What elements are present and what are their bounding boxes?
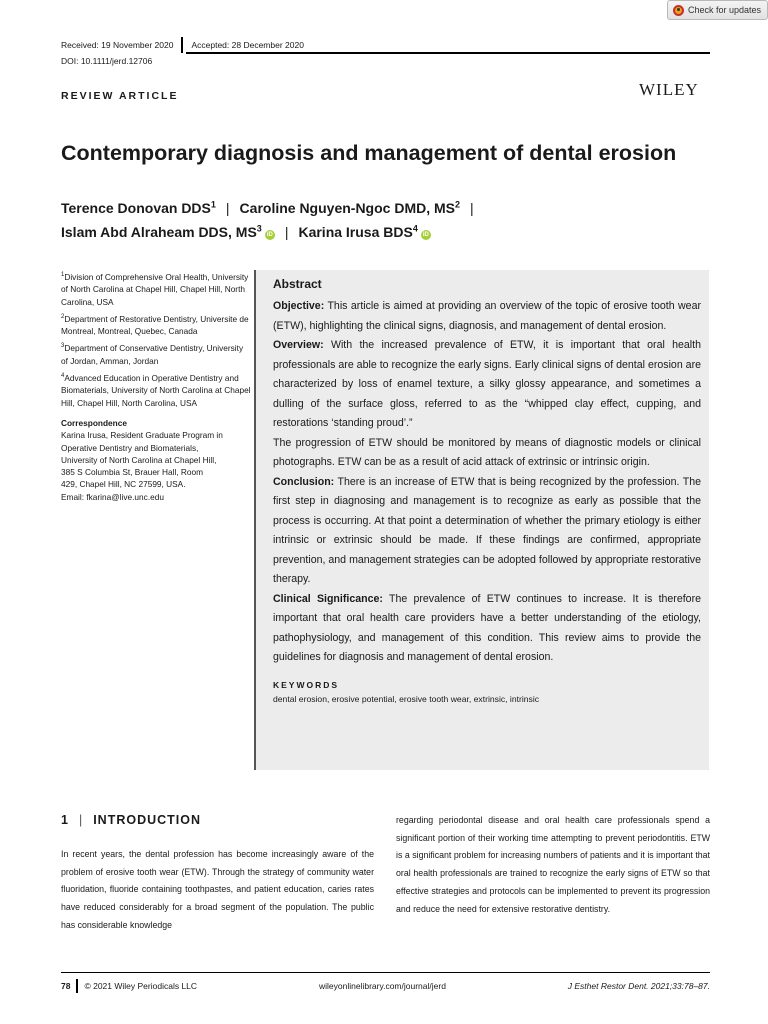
correspondence-line: Operative Dentistry and Biomaterials, bbox=[61, 442, 199, 453]
copyright: © 2021 Wiley Periodicals LLC bbox=[84, 981, 198, 991]
page-footer bbox=[61, 979, 710, 993]
check-for-updates-button[interactable] bbox=[667, 0, 768, 20]
keywords-list: dental erosion, erosive potential, erosive tooth wear, extrinsic, intrinsic bbox=[273, 693, 540, 704]
affiliations bbox=[61, 271, 251, 503]
abstract-progression: The progression of ETW should be monitored by means of diagnostic models or clinical photographs. ETW can be as a result of acid attack of extrinsic or intrinsic origin. bbox=[273, 436, 701, 468]
doi[interactable]: DOI: 10.1111/jerd.12706 bbox=[61, 56, 153, 66]
abstract-label: Objective: bbox=[273, 300, 325, 312]
affiliation-sup: 1 bbox=[61, 272, 65, 279]
check-for-updates-label: Check for updates bbox=[688, 5, 762, 15]
author-name[interactable]: Caroline Nguyen-Ngoc DMD, MS bbox=[239, 200, 456, 216]
affiliation-text: Division of Comprehensive Oral Health, University of North Carolina at Chapel Hill, Chapel Hill, North Carolina, USA bbox=[61, 272, 249, 307]
orcid-icon[interactable]: iD bbox=[422, 232, 429, 238]
author-line-2 bbox=[61, 220, 484, 244]
abstract-objective bbox=[273, 297, 701, 336]
correspondence-heading: Correspondence bbox=[61, 417, 127, 428]
article-type: REVIEW ARTICLE bbox=[61, 90, 179, 102]
affiliation-item bbox=[61, 372, 251, 409]
author-name[interactable]: Terence Donovan DDS bbox=[61, 200, 211, 216]
footer-divider bbox=[76, 979, 78, 993]
section-heading bbox=[61, 813, 201, 827]
author-name[interactable]: Islam Abd Alraheam DDS, MS bbox=[61, 224, 257, 240]
correspondence-line: Karina Irusa, Resident Graduate Program in bbox=[61, 430, 223, 441]
correspondence-line: 385 S Columbia St, Brauer Hall, Room bbox=[61, 467, 204, 478]
article-title: Contemporary diagnosis and management of dental erosion bbox=[61, 141, 677, 165]
author-affil-sup: 3 bbox=[256, 223, 262, 234]
correspondence-email[interactable]: Email: fkarina@live.unc.edu bbox=[61, 491, 164, 502]
affiliation-text: Department of Conservative Dentistry, University of Jordan, Amman, Jordan bbox=[61, 343, 244, 366]
keywords-heading: KEYWORDS bbox=[273, 679, 340, 690]
abstract-body bbox=[273, 297, 701, 668]
accepted-date: Accepted: 28 December 2020 bbox=[191, 40, 304, 50]
abstract-box bbox=[254, 270, 709, 770]
orcid-icon[interactable]: iD bbox=[266, 232, 273, 238]
abstract-text: There is an increase of ETW that is being recognized by the profession. The first step in diagnosing and management is to recognize as early as possible that the process is occurring. At that point a determination of whether the primary etiology is either intrinsic or extrinsic should be made. If these findings are confirmed, appropriate prevention, and management strategies can be adopted followed by appropriate restorative therapy. bbox=[273, 475, 701, 585]
abstract-significance bbox=[273, 590, 701, 668]
section-title: INTRODUCTION bbox=[93, 813, 202, 827]
author-separator: | bbox=[470, 200, 474, 216]
abstract-text: With the increased prevalence of ETW, it is important that oral health professionals are able to recognize the early signs. Early clinical signs of dental erosion are characterized by loss of enamel texture, a silky glossy appearance, and sometimes a dulling of the surface gloss, referred to as the “whipped clay effect, cupping, and restorations ‘standing proud’.” bbox=[273, 339, 701, 429]
body-column-right: regarding periodontal disease and oral health care professionals spend a significant portion of their working time attempting to prevent periodontitis. ETW is a significant problem for increasing numbers of patients and it is important that oral health professionals are trained to recognize the early signs of ETW so that effective strategies and protocols can be implemented to prevent its progression and reduce the need for extensive restorative dentistry. bbox=[396, 815, 710, 914]
received-date: Received: 19 November 2020 bbox=[61, 40, 174, 50]
journal-url[interactable]: wileyonlinelibrary.com/journal/jerd bbox=[319, 981, 446, 991]
abstract-heading: Abstract bbox=[273, 277, 322, 291]
correspondence-line: University of North Carolina at Chapel Hill, bbox=[61, 454, 217, 465]
affiliation-sup: 2 bbox=[61, 314, 65, 321]
citation: J Esthet Restor Dent. 2021;33:78–87. bbox=[567, 981, 710, 991]
author-separator: | bbox=[225, 200, 230, 216]
affiliation-sup: 4 bbox=[61, 373, 65, 380]
section-number: 1 bbox=[61, 813, 69, 827]
abstract-text: The prevalence of ETW continues to increase. It is therefore important that oral health care providers have a better understanding of the etiology, pathophysiology, and management of this condition. This review aims to provide the guidelines for diagnosis and management of dental erosion. bbox=[273, 592, 701, 663]
affiliation-text: Department of Restorative Dentistry, Universite de Montreal, Montreal, Quebec, Canada bbox=[61, 313, 249, 337]
affiliation-item bbox=[61, 313, 251, 338]
body-column-left: In recent years, the dental profession has become increasingly aware of the problem of erosive tooth wear (ETW). Through the strategy of community water fluoridation, fluoride containing toothpastes, and patient education, caries rates have reduced considerably for a broad segment of the population. The public has considerable knowledge bbox=[61, 849, 374, 930]
section-separator: | bbox=[78, 813, 84, 827]
page-number: 78 bbox=[61, 981, 71, 991]
author-affil-sup: 1 bbox=[210, 199, 216, 210]
abstract-overview bbox=[273, 336, 701, 434]
abstract-text: This article is aimed at providing an overview of the topic of erosive tooth wear (ETW), highlighting the clinical signs, diagnosis, and management of dental erosion. bbox=[273, 300, 701, 332]
affiliation-sup: 3 bbox=[61, 343, 65, 350]
author-list bbox=[61, 196, 484, 244]
publisher-logo: WILEY bbox=[639, 80, 699, 99]
crossmark-icon bbox=[673, 5, 684, 16]
correspondence-line: 429, Chapel Hill, NC 27599, USA. bbox=[61, 479, 186, 490]
author-name[interactable]: Karina Irusa BDS bbox=[298, 224, 413, 240]
author-separator: | bbox=[284, 224, 289, 240]
footer-rule bbox=[61, 972, 710, 973]
author-line-1 bbox=[61, 196, 484, 220]
abstract-conclusion bbox=[273, 473, 701, 590]
affiliation-item bbox=[61, 271, 251, 308]
author-affil-sup: 2 bbox=[455, 199, 461, 210]
header-rule bbox=[186, 52, 710, 54]
meta-divider bbox=[181, 37, 183, 53]
affiliation-text: Advanced Education in Operative Dentistry and Biomaterials, University of North Carolina at Chapel Hill, Chapel Hill, North Carolina, USA bbox=[61, 373, 251, 408]
abstract-label: Clinical Significance: bbox=[273, 592, 383, 605]
affiliation-item bbox=[61, 342, 251, 367]
abstract-label: Conclusion: bbox=[273, 475, 335, 488]
dates-line bbox=[61, 37, 304, 53]
author-affil-sup: 4 bbox=[412, 223, 418, 234]
abstract-label: Overview: bbox=[273, 339, 324, 351]
